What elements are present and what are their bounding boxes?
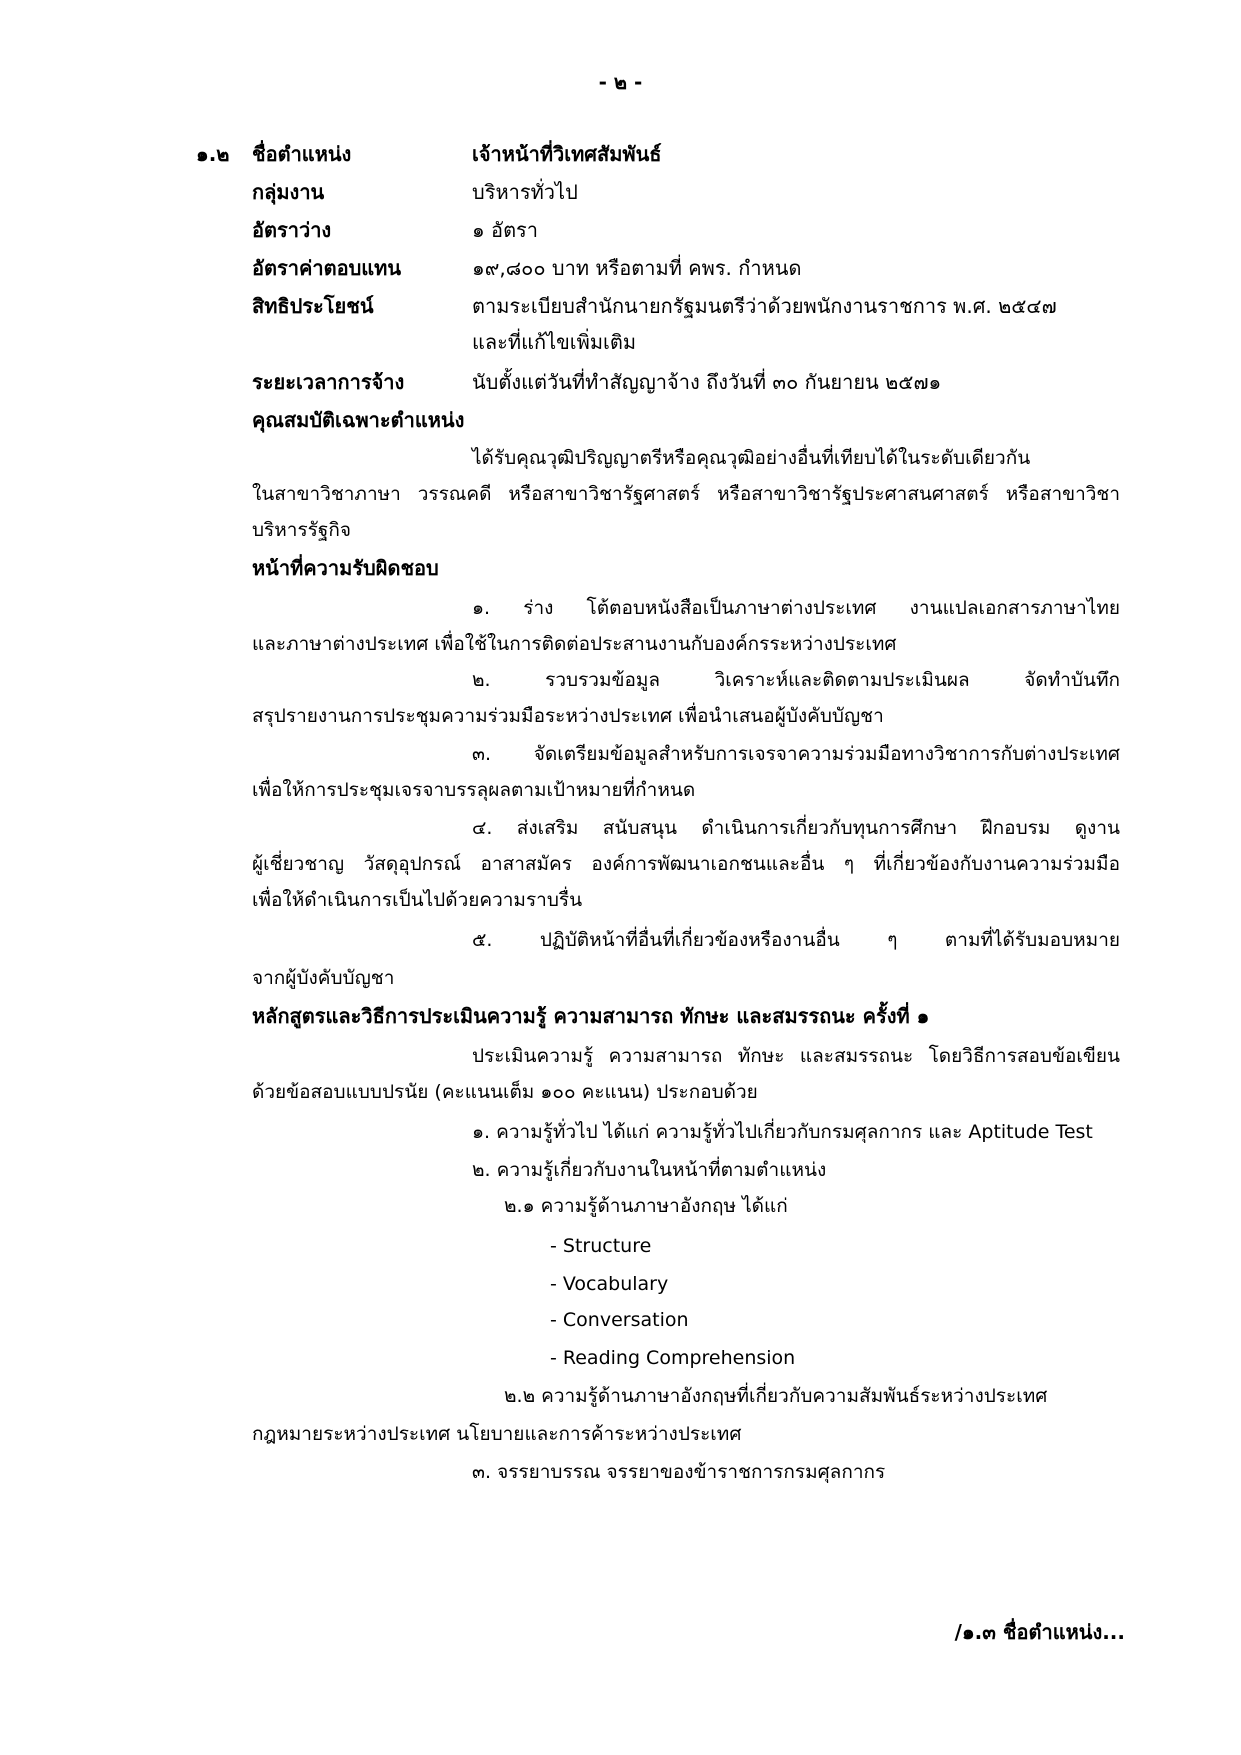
duty-item-cont: สรุปรายงานการประชุมความร่วมมือระหว่างประเทศ เพื่อนำเสนอผู้บังคับบัญชา xyxy=(252,705,884,727)
duty-item-cont: เพื่อให้ดำเนินการเป็นไปด้วยความราบรื่น xyxy=(252,889,583,911)
bullet-item: - Conversation xyxy=(550,1309,689,1331)
assessment-heading: หลักสูตรและวิธีการประเมินความรู้ ความสามารถ ทักษะ และสมรรถนะ ครั้งที่ ๑ xyxy=(252,1004,930,1028)
assessment-item: ๑. ความรู้ทั่วไป ได้แก่ ความรู้ทั่วไปเกี่ยวกับกรมศุลกากร และ Aptitude Test xyxy=(472,1121,1093,1143)
field-position-name xyxy=(252,138,1132,170)
field-label: กลุ่มงาน xyxy=(252,180,325,204)
paragraph-line: ได้รับคุณวุฒิปริญญาตรีหรือคุณวุฒิอย่างอื่นที่เทียบได้ในระดับเดียวกัน xyxy=(472,447,1031,469)
duty-item-cont: เพื่อให้การประชุมเจรจาบรรลุผลตามเป้าหมายที่กำหนด xyxy=(252,779,696,801)
field-vacancy xyxy=(252,214,1132,246)
field-value: นับตั้งแต่วันที่ทำสัญญาจ้าง ถึงวันที่ ๓๐ กันยายน ๒๕๗๑ xyxy=(472,370,942,394)
bullet-item: - Reading Comprehension xyxy=(550,1347,796,1369)
paragraph-line: ด้วยข้อสอบแบบปรนัย (คะแนนเต็ม ๑๐๐ คะแนน) ประกอบด้วย xyxy=(252,1081,758,1103)
field-value: เจ้าหน้าที่วิเทศสัมพันธ์ xyxy=(472,142,662,166)
field-work-group xyxy=(252,176,1132,208)
field-label: ระยะเวลาการจ้าง xyxy=(252,370,405,394)
paragraph-line: กฎหมายระหว่างประเทศ นโยบายและการค้าระหว่างประเทศ xyxy=(252,1423,742,1445)
paragraph-line: บริหารรัฐกิจ xyxy=(252,519,351,541)
field-value: บริหารทั่วไป xyxy=(472,180,578,204)
paragraph-line: ในสาขาวิชาภาษา วรรณคดี หรือสาขาวิชารัฐศาสตร์ หรือสาขาวิชารัฐประศาสนศาสตร์ หรือสาขาวิชา xyxy=(252,483,1120,505)
duty-item: ๓. จัดเตรียมข้อมูลสำหรับการเจรจาความร่วมมือทางวิชาการกับต่างประเทศ xyxy=(472,743,1120,765)
duty-item-cont: ผู้เชี่ยวชาญ วัสดุอุปกรณ์ อาสาสมัคร องค์การพัฒนาเอกชนและอื่น ๆ ที่เกี่ยวข้องกับงานความร่วมมือ xyxy=(252,853,1120,875)
field-value: ๑๙,๘๐๐ บาท หรือตามที่ คพร. กำหนด xyxy=(472,256,802,280)
duties-heading: หน้าที่ความรับผิดชอบ xyxy=(252,556,439,580)
field-benefits-cont xyxy=(252,326,1132,358)
field-value-continued: และที่แก้ไขเพิ่มเติม xyxy=(472,330,637,354)
page-number: - ๒ - xyxy=(598,70,643,94)
assessment-subitem: ๒.๑ ความรู้ด้านภาษาอังกฤษ ได้แก่ xyxy=(504,1195,788,1217)
continuation-marker: /๑.๓ ชื่อตำแหน่ง... xyxy=(954,1620,1125,1644)
duty-item: ๑. ร่าง โต้ตอบหนังสือเป็นภาษาต่างประเทศ งานแปลเอกสารภาษาไทย xyxy=(472,597,1120,619)
duty-item-cont: และภาษาต่างประเทศ เพื่อใช้ในการติดต่อประสานงานกับองค์กรระหว่างประเทศ xyxy=(252,633,897,655)
assessment-subitem: ๒.๒ ความรู้ด้านภาษาอังกฤษที่เกี่ยวกับความสัมพันธ์ระหว่างประเทศ xyxy=(504,1385,1048,1407)
duty-item: ๕. ปฏิบัติหน้าที่อื่นที่เกี่ยวข้องหรืองานอื่น ๆ ตามที่ได้รับมอบหมาย xyxy=(472,929,1120,951)
field-label: ชื่อตำแหน่ง xyxy=(252,142,352,166)
bullet-item: - Structure xyxy=(550,1235,652,1257)
field-benefits xyxy=(252,290,1132,322)
field-value: ๑ อัตรา xyxy=(472,218,539,242)
section-number: ๑.๒ xyxy=(196,142,230,166)
field-employment-period xyxy=(252,366,1132,398)
assessment-item: ๓. จรรยาบรรณ จรรยาของข้าราชการกรมศุลกากร xyxy=(472,1461,886,1483)
duty-item-cont: จากผู้บังคับบัญชา xyxy=(252,967,395,989)
field-compensation xyxy=(252,252,1132,284)
field-label: สิทธิประโยชน์ xyxy=(252,294,374,318)
bullet-item: - Vocabulary xyxy=(550,1273,669,1295)
field-label: อัตราว่าง xyxy=(252,218,332,242)
field-label: อัตราค่าตอบแทน xyxy=(252,256,402,280)
duty-item: ๒. รวบรวมข้อมูล วิเคราะห์และติดตามประเมินผล จัดทำบันทึก xyxy=(472,669,1120,691)
paragraph-line: ประเมินความรู้ ความสามารถ ทักษะ และสมรรถนะ โดยวิธีการสอบข้อเขียน xyxy=(472,1045,1120,1067)
qualifications-heading: คุณสมบัติเฉพาะตำแหน่ง xyxy=(252,408,465,432)
assessment-item: ๒. ความรู้เกี่ยวกับงานในหน้าที่ตามตำแหน่ง xyxy=(472,1159,827,1181)
duty-item: ๔. ส่งเสริม สนับสนุน ดำเนินการเกี่ยวกับทุนการศึกษา ฝึกอบรม ดูงาน xyxy=(472,817,1120,839)
field-value: ตามระเบียบสำนักนายกรัฐมนตรีว่าด้วยพนักงานราชการ พ.ศ. ๒๕๔๗ xyxy=(472,294,1057,318)
